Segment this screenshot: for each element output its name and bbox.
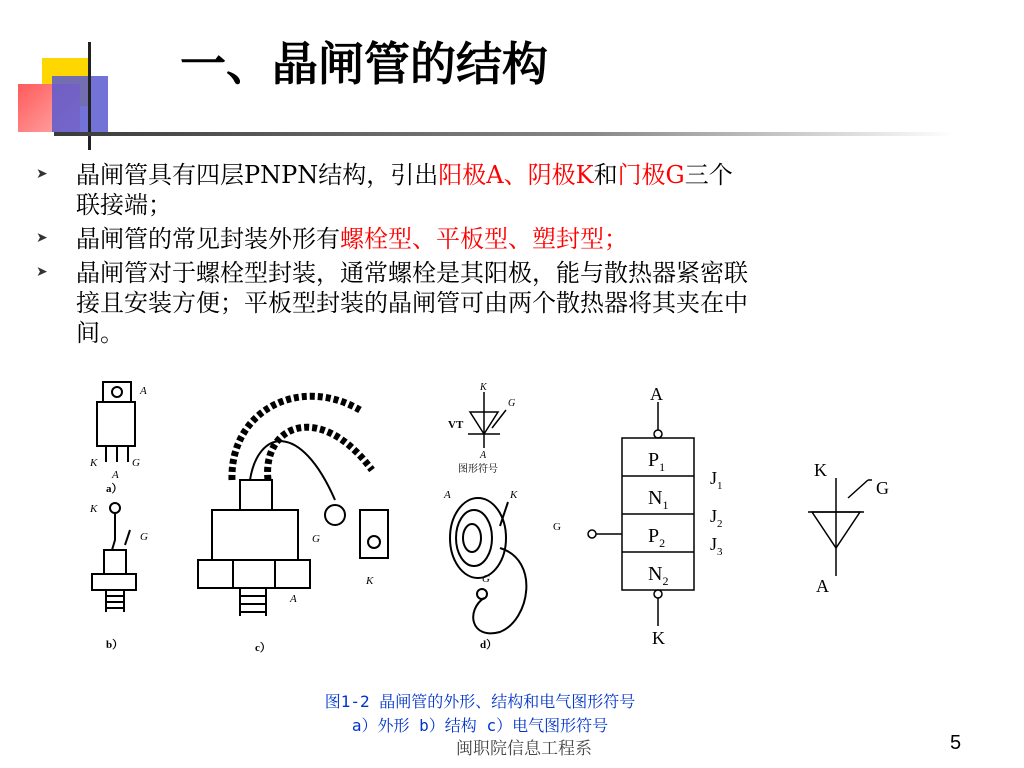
page-number: 5: [950, 732, 962, 754]
figure-caption: [0, 690, 960, 738]
text-run: 和: [593, 161, 618, 189]
terminal-label: G: [312, 533, 320, 545]
text-run: 晶闸管对于螺栓型封装，通常螺栓是其阳极，能与散热器紧密联接且安装方便；平板型封装的晶闸管可由两个散热器将其夹在中间。: [76, 259, 748, 347]
bullet-text: [76, 224, 756, 254]
figure-area: [0, 370, 1024, 670]
terminal-label: G: [876, 478, 889, 498]
highlight-run: 门极G: [617, 161, 685, 189]
terminal-label: A: [290, 593, 297, 605]
terminal-label: A: [480, 450, 487, 461]
highlight-run: 阳极A、阴极K: [438, 161, 594, 189]
text-run: 三个联接端；: [76, 161, 733, 219]
symbol-caption: 图形符号: [458, 464, 498, 475]
terminal-label: A: [444, 489, 451, 501]
caption-line: a）外形 b）结构 c）电气图形符号: [351, 716, 609, 735]
terminal-label: K: [90, 503, 98, 515]
terminal-label: G: [132, 457, 140, 469]
footer-text: 闽职院信息工程系: [456, 739, 592, 759]
terminal-label: G: [553, 521, 561, 533]
terminal-label: A: [140, 385, 147, 397]
bullet-text: [76, 160, 756, 220]
terminal-label: G: [508, 398, 516, 409]
figure-label: d）: [480, 639, 498, 651]
terminal-label: K: [480, 382, 487, 393]
layer-label: $N_2$: [648, 563, 669, 588]
decor-blue-square: [52, 76, 108, 132]
text-run: 晶闸管具有四层PNPN结构，引出: [76, 161, 439, 189]
arrow-bullet-icon: ➤: [36, 166, 48, 182]
arrow-bullet-icon: ➤: [36, 230, 48, 246]
junction-label: $J_2$: [710, 506, 723, 530]
terminal-label: K: [90, 457, 98, 469]
bolt-package-drawing: [198, 396, 388, 616]
text-run: 晶闸管的常见封装外形有: [76, 225, 340, 253]
layer-label: $N_1$: [648, 487, 669, 512]
vt-label: VT: [448, 419, 464, 431]
slide-title: 一、晶闸管的结构: [180, 37, 548, 91]
thyristor-figure: [0, 370, 1024, 670]
bullet-item: [36, 224, 756, 254]
junction-label: $J_3$: [710, 534, 723, 558]
bullet-item: [36, 258, 756, 348]
thyristor-symbol: [808, 478, 872, 576]
caption-line: 图1-2 晶闸管的外形、结构和电气图形符号: [324, 692, 636, 711]
figure-label: c）: [255, 642, 271, 654]
decor-horizontal-line: [54, 132, 954, 136]
plastic-package-drawing: [97, 382, 135, 462]
stud-package-drawing: [92, 503, 136, 612]
highlight-run: 螺栓型、平板型、塑封型；: [340, 225, 628, 253]
terminal-label: G: [140, 531, 148, 543]
bullet-text: [76, 258, 756, 348]
bullet-list: [36, 160, 756, 352]
pnpn-structure: [588, 402, 694, 626]
bullet-item: [36, 160, 756, 220]
terminal-label: K: [652, 628, 665, 648]
terminal-label: K: [814, 460, 827, 480]
terminal-label: A: [112, 469, 119, 481]
terminal-label: K: [510, 489, 518, 501]
terminal-label: A: [816, 576, 829, 596]
layer-label: $P_2$: [648, 525, 666, 550]
junction-label: $J_1$: [710, 468, 723, 492]
terminal-label: G: [482, 573, 490, 585]
disc-package-drawing: [450, 498, 526, 633]
figure-label: b）: [106, 639, 124, 651]
arrow-bullet-icon: ➤: [36, 264, 48, 280]
terminal-label: K: [366, 575, 374, 587]
terminal-label: A: [650, 384, 663, 404]
small-thyristor-symbol: [468, 392, 506, 448]
layer-label: $P_1$: [648, 449, 666, 474]
figure-label: a）: [106, 483, 123, 495]
